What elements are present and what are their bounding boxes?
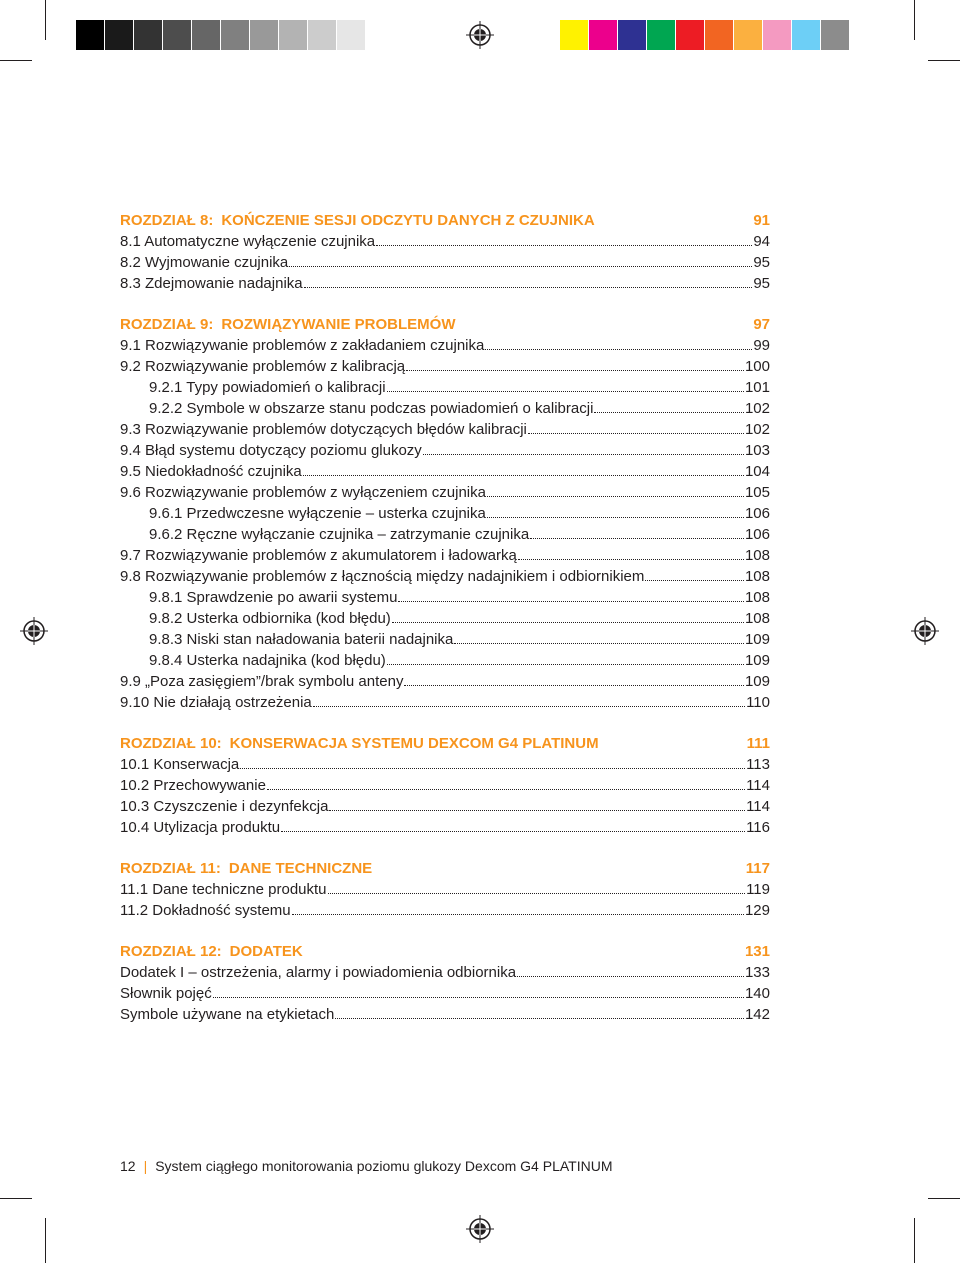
chapter-page-number: 131 xyxy=(744,943,770,960)
dot-leader xyxy=(404,684,743,686)
chapter-page-number: 91 xyxy=(753,212,770,229)
color-swatch xyxy=(792,20,821,50)
chapter-heading-text xyxy=(120,941,303,962)
color-swatch xyxy=(676,20,705,50)
toc-entry-title: 9.5 Niedokładność czujnika xyxy=(120,463,302,480)
toc-entry[interactable] xyxy=(120,419,770,440)
toc-entry-page-number: 133 xyxy=(744,964,770,981)
toc-entry[interactable] xyxy=(120,482,770,503)
toc-entry[interactable] xyxy=(120,231,770,252)
toc-entry-title: 9.7 Rozwiązywanie problemów z akumulatorem i ładowarką xyxy=(120,547,517,564)
toc-entry-page-number: 101 xyxy=(744,379,770,396)
toc-entry-title: 9.6.2 Ręczne wyłączanie czujnika – zatrzymanie czujnika xyxy=(149,526,530,543)
chapter-title: ROZWIĄZYWANIE PROBLEMÓW xyxy=(221,316,456,333)
toc-entry-title: 9.9 „Poza zasięgiem”/brak symbolu anteny xyxy=(120,673,404,690)
toc-entry[interactable] xyxy=(120,983,770,1004)
toc-entry-title: 9.6.1 Przedwczesne wyłączenie – usterka czujnika xyxy=(149,505,486,522)
toc-entry[interactable] xyxy=(120,545,770,566)
toc-entry-page-number: 94 xyxy=(753,233,770,250)
toc-entry-title: 10.1 Konserwacja xyxy=(120,756,240,773)
toc-entry-title: 9.6 Rozwiązywanie problemów z wyłączeniem czujnika xyxy=(120,484,486,501)
toc-entry-page-number: 114 xyxy=(746,798,770,815)
dot-leader xyxy=(518,558,744,560)
registration-mark-icon xyxy=(466,21,494,49)
dot-leader xyxy=(281,830,745,832)
dot-leader xyxy=(645,579,744,581)
chapter-heading[interactable] xyxy=(120,941,770,962)
dot-leader xyxy=(387,663,744,665)
dot-leader xyxy=(267,788,745,790)
chapter-label: ROZDZIAŁ 10: xyxy=(120,735,222,752)
toc-entry[interactable] xyxy=(120,608,770,629)
toc-entry-page-number: 105 xyxy=(744,484,770,501)
toc-entry[interactable] xyxy=(120,356,770,377)
toc-entry-page-number: 102 xyxy=(744,400,770,417)
chapter-title: DODATEK xyxy=(229,943,303,960)
toc-entry-page-number: 103 xyxy=(744,442,770,459)
toc-entry-page-number: 108 xyxy=(744,568,770,585)
chapter-title: DANE TECHNICZNE xyxy=(228,860,373,877)
color-swatch xyxy=(821,20,850,50)
color-swatch xyxy=(734,20,763,50)
dot-leader xyxy=(485,348,752,350)
chapter-page-number: 97 xyxy=(753,316,770,333)
toc-entry-title: 9.10 Nie działają ostrzeżenia xyxy=(120,694,312,711)
toc-entry-title: Słownik pojęć xyxy=(120,985,212,1002)
chapter-label: ROZDZIAŁ 9: xyxy=(120,316,214,333)
color-swatch xyxy=(192,20,221,50)
dot-leader xyxy=(530,537,744,539)
toc-entry-page-number: 108 xyxy=(744,547,770,564)
toc-entry[interactable] xyxy=(120,273,770,294)
color-swatch xyxy=(618,20,647,50)
toc-entry-title: 9.1 Rozwiązywanie problemów z zakładaniem czujnika xyxy=(120,337,485,354)
toc-entry-page-number: 129 xyxy=(744,902,770,919)
crop-mark xyxy=(45,1218,46,1263)
toc-entry[interactable] xyxy=(120,440,770,461)
crop-mark xyxy=(0,60,32,61)
toc-entry-title: 8.1 Automatyczne wyłączenie czujnika xyxy=(120,233,376,250)
toc-entry-title: 9.8.4 Usterka nadajnika (kod błędu) xyxy=(149,652,386,669)
chapter-heading[interactable] xyxy=(120,210,770,231)
toc-entry-title: 9.8.3 Niski stan naładowania baterii nadajnika xyxy=(149,631,454,648)
dot-leader xyxy=(594,411,744,413)
toc-entry-title: 8.2 Wyjmowanie czujnika xyxy=(120,254,289,271)
toc-entry-page-number: 102 xyxy=(744,421,770,438)
chapter-heading-text xyxy=(120,210,595,231)
toc-entry-page-number: 140 xyxy=(744,985,770,1002)
toc-entry-title: 10.2 Przechowywanie xyxy=(120,777,266,794)
toc-entry[interactable] xyxy=(120,629,770,650)
dot-leader xyxy=(240,767,745,769)
chapter-title: KOŃCZENIE SESJI ODCZYTU DANYCH Z CZUJNIKA xyxy=(221,212,595,229)
toc-entry[interactable] xyxy=(120,900,770,921)
dot-leader xyxy=(487,495,744,497)
toc-entry-page-number: 109 xyxy=(744,673,770,690)
toc-entry-title: 9.2.1 Typy powiadomień o kalibracji xyxy=(149,379,386,396)
color-swatch xyxy=(560,20,589,50)
chapter-label: ROZDZIAŁ 11: xyxy=(120,860,221,877)
chapter-heading-text xyxy=(120,733,599,754)
color-swatch xyxy=(134,20,163,50)
toc-entry[interactable] xyxy=(120,524,770,545)
toc-entry-title: 11.1 Dane techniczne produktu xyxy=(120,881,327,898)
color-swatch xyxy=(647,20,676,50)
color-swatch xyxy=(337,20,366,50)
dot-leader xyxy=(517,975,744,977)
crop-mark xyxy=(45,0,46,40)
toc-entry[interactable] xyxy=(120,817,770,838)
dot-leader xyxy=(487,516,744,518)
toc-entry[interactable] xyxy=(120,775,770,796)
footer-separator: | xyxy=(143,1158,148,1174)
toc-entry[interactable] xyxy=(120,796,770,817)
dot-leader xyxy=(304,286,753,288)
dot-leader xyxy=(328,892,746,894)
chapter-page-number: 117 xyxy=(745,860,770,877)
dot-leader xyxy=(213,996,744,998)
chapter-label: ROZDZIAŁ 12: xyxy=(120,943,222,960)
toc-entry[interactable] xyxy=(120,671,770,692)
toc-entry-page-number: 116 xyxy=(746,819,770,836)
toc-entry-page-number: 142 xyxy=(744,1006,770,1023)
chapter-label: ROZDZIAŁ 8: xyxy=(120,212,214,229)
color-swatch xyxy=(105,20,134,50)
color-swatch xyxy=(705,20,734,50)
crop-mark xyxy=(914,0,915,40)
toc-entry[interactable] xyxy=(120,879,770,900)
toc-entry-page-number: 99 xyxy=(753,337,770,354)
chapter-heading[interactable] xyxy=(120,733,770,754)
table-of-contents xyxy=(120,210,770,1025)
toc-entry-title: 9.2.2 Symbole w obszarze stanu podczas powiadomień o kalibracji xyxy=(149,400,594,417)
toc-entry-title: 9.8.2 Usterka odbiornika (kod błędu) xyxy=(149,610,391,627)
color-swatch xyxy=(76,20,105,50)
dot-leader xyxy=(289,265,752,267)
toc-entry-page-number: 95 xyxy=(753,275,770,292)
dot-leader xyxy=(313,705,745,707)
toc-entry-title: 9.4 Błąd systemu dotyczący poziomu glukozy xyxy=(120,442,422,459)
dot-leader xyxy=(292,913,744,915)
page-footer xyxy=(120,1158,612,1174)
cmyk-color-bar xyxy=(560,20,850,50)
toc-entry-page-number: 108 xyxy=(744,589,770,606)
dot-leader xyxy=(303,474,744,476)
crop-mark xyxy=(914,1218,915,1263)
toc-entry-page-number: 113 xyxy=(746,756,770,773)
dot-leader xyxy=(387,390,744,392)
color-swatch xyxy=(221,20,250,50)
registration-mark-icon xyxy=(466,1215,494,1243)
grayscale-color-bar xyxy=(76,20,366,50)
dot-leader xyxy=(423,453,744,455)
dot-leader xyxy=(376,244,752,246)
toc-entry[interactable] xyxy=(120,962,770,983)
chapter-page-number: 111 xyxy=(746,735,770,752)
color-swatch xyxy=(308,20,337,50)
toc-entry-page-number: 95 xyxy=(753,254,770,271)
color-swatch xyxy=(279,20,308,50)
dot-leader xyxy=(528,432,744,434)
toc-entry[interactable] xyxy=(120,398,770,419)
toc-entry-title: 10.3 Czyszczenie i dezynfekcja xyxy=(120,798,329,815)
chapter-heading-text xyxy=(120,314,455,335)
footer-title: System ciągłego monitorowania poziomu glukozy Dexcom G4 PLATINUM xyxy=(155,1158,613,1174)
toc-entry-page-number: 114 xyxy=(746,777,770,794)
toc-entry[interactable] xyxy=(120,503,770,524)
toc-entry-title: 9.3 Rozwiązywanie problemów dotyczących błędów kalibracji xyxy=(120,421,527,438)
crop-mark xyxy=(928,1198,960,1199)
crop-mark xyxy=(0,1198,32,1199)
toc-entry-page-number: 104 xyxy=(744,463,770,480)
color-swatch xyxy=(589,20,618,50)
toc-entry-title: 9.8.1 Sprawdzenie po awarii systemu xyxy=(149,589,398,606)
dot-leader xyxy=(335,1017,744,1019)
dot-leader xyxy=(392,621,744,623)
color-swatch xyxy=(763,20,792,50)
toc-entry-page-number: 100 xyxy=(744,358,770,375)
toc-entry[interactable] xyxy=(120,252,770,273)
toc-entry-page-number: 109 xyxy=(744,652,770,669)
registration-mark-icon xyxy=(20,617,48,645)
toc-entry-page-number: 106 xyxy=(744,505,770,522)
chapter-heading[interactable] xyxy=(120,858,770,879)
toc-entry[interactable] xyxy=(120,566,770,587)
dot-leader xyxy=(398,600,744,602)
crop-mark xyxy=(928,60,960,61)
color-swatch xyxy=(163,20,192,50)
toc-entry-page-number: 108 xyxy=(744,610,770,627)
page-number: 12 xyxy=(120,1158,136,1174)
toc-entry[interactable] xyxy=(120,754,770,775)
color-swatch xyxy=(250,20,279,50)
toc-entry[interactable] xyxy=(120,692,770,713)
chapter-heading[interactable] xyxy=(120,314,770,335)
toc-entry-title: 8.3 Zdejmowanie nadajnika xyxy=(120,275,303,292)
toc-entry-page-number: 119 xyxy=(746,881,770,898)
toc-entry[interactable] xyxy=(120,650,770,671)
registration-mark-icon xyxy=(911,617,939,645)
toc-entry-page-number: 109 xyxy=(744,631,770,648)
dot-leader xyxy=(329,809,745,811)
toc-entry[interactable] xyxy=(120,377,770,398)
chapter-heading-text xyxy=(120,858,372,879)
toc-entry-title: 9.8 Rozwiązywanie problemów z łącznością między nadajnikiem i odbiornikiem xyxy=(120,568,645,585)
toc-entry-title: 10.4 Utylizacja produktu xyxy=(120,819,281,836)
toc-entry-title: Symbole używane na etykietach xyxy=(120,1006,335,1023)
chapter-title: KONSERWACJA SYSTEMU DEXCOM G4 PLATINUM xyxy=(229,735,599,752)
toc-entry-title: 11.2 Dokładność systemu xyxy=(120,902,291,919)
toc-entry[interactable] xyxy=(120,461,770,482)
toc-entry-page-number: 110 xyxy=(746,694,770,711)
toc-entry-page-number: 106 xyxy=(744,526,770,543)
toc-entry[interactable] xyxy=(120,587,770,608)
toc-entry[interactable] xyxy=(120,1004,770,1025)
toc-entry[interactable] xyxy=(120,335,770,356)
dot-leader xyxy=(406,369,744,371)
toc-entry-title: 9.2 Rozwiązywanie problemów z kalibracją xyxy=(120,358,406,375)
dot-leader xyxy=(454,642,744,644)
toc-entry-title: Dodatek I – ostrzeżenia, alarmy i powiadomienia odbiornika xyxy=(120,964,517,981)
